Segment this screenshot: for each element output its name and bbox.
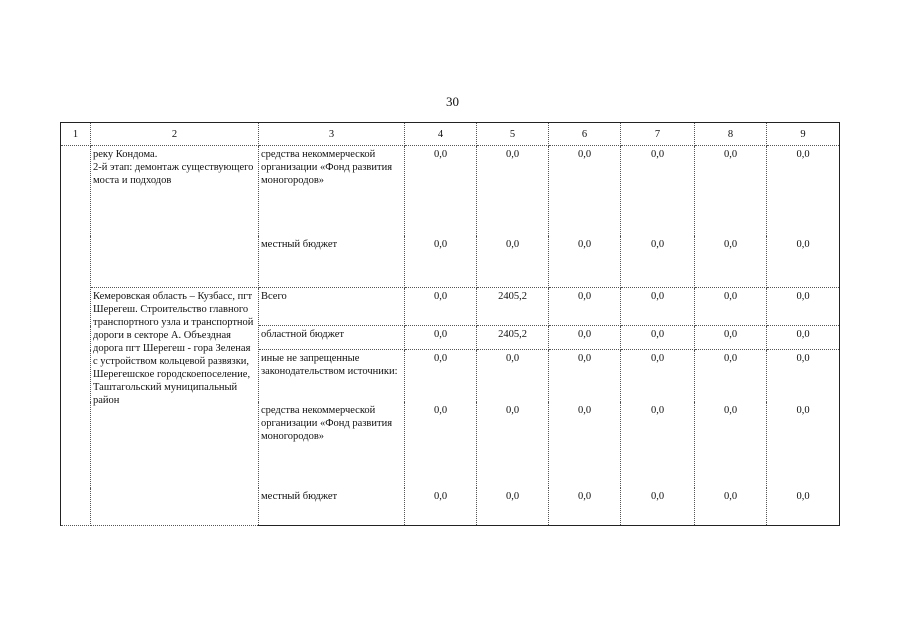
col-header-1: 1: [61, 123, 91, 146]
funding-source: местный бюджет: [259, 488, 405, 526]
funding-source: средства некоммерческой организации «Фонд развития моногородов»: [259, 146, 405, 236]
value-cell: 0,0: [767, 146, 840, 236]
value-cell: 0,0: [767, 402, 840, 488]
value-cell: 0,0: [549, 350, 621, 402]
value-cell: 0,0: [549, 236, 621, 288]
budget-table: [60, 122, 840, 526]
value-cell: 0,0: [621, 350, 695, 402]
value-cell: 0,0: [405, 488, 477, 526]
value-cell: 0,0: [621, 402, 695, 488]
col-header-9: 9: [767, 123, 840, 146]
value-cell: 0,0: [405, 288, 477, 326]
value-cell: 0,0: [477, 488, 549, 526]
value-cell: 0,0: [695, 350, 767, 402]
funding-source: Всего: [259, 288, 405, 326]
funding-source: средства некоммерческой организации «Фонд развития моногородов»: [259, 402, 405, 488]
value-cell: 0,0: [405, 146, 477, 236]
value-cell: 0,0: [549, 326, 621, 350]
object-description: Кемеровская область – Кузбасс, пгт Шерегеш. Строительство главного транспортного узла и транспортной дороги в секторе А. Объездная дорога пгт Шерегеш - гора Зеленая с устройством кольцевой развязки, Шерегешское городскоепоселение, Таштагольский муниципальный район: [91, 288, 259, 526]
value-cell: 0,0: [621, 488, 695, 526]
col-header-6: 6: [549, 123, 621, 146]
value-cell: 0,0: [695, 488, 767, 526]
value-cell: 0,0: [549, 488, 621, 526]
page-number: 30: [446, 94, 459, 109]
value-cell: 0,0: [621, 326, 695, 350]
value-cell: 0,0: [695, 236, 767, 288]
value-cell: 0,0: [695, 288, 767, 326]
col-header-5: 5: [477, 123, 549, 146]
value-cell: 0,0: [477, 350, 549, 402]
value-cell: 0,0: [477, 236, 549, 288]
col-header-4: 4: [405, 123, 477, 146]
value-cell: 0,0: [767, 288, 840, 326]
funding-source: иные не запрещенные законодательством источники:: [259, 350, 405, 402]
value-cell: 0,0: [621, 288, 695, 326]
row-index-cell: [61, 146, 91, 526]
value-cell: 0,0: [405, 350, 477, 402]
table-row: [61, 288, 840, 326]
value-cell: 0,0: [405, 402, 477, 488]
object-description: реку Кондома. 2-й этап: демонтаж существующего моста и подходов: [91, 146, 259, 288]
value-cell: 0,0: [621, 146, 695, 236]
value-cell: 0,0: [549, 288, 621, 326]
funding-source: местный бюджет: [259, 236, 405, 288]
value-cell: 0,0: [767, 488, 840, 526]
value-cell: 2405,2: [477, 288, 549, 326]
value-cell: 0,0: [621, 236, 695, 288]
value-cell: 0,0: [405, 236, 477, 288]
value-cell: 0,0: [549, 402, 621, 488]
value-cell: 0,0: [405, 326, 477, 350]
value-cell: 0,0: [767, 236, 840, 288]
value-cell: 0,0: [695, 146, 767, 236]
value-cell: 0,0: [695, 326, 767, 350]
col-header-3: 3: [259, 123, 405, 146]
header-row: [61, 123, 840, 146]
value-cell: 2405,2: [477, 326, 549, 350]
value-cell: 0,0: [549, 146, 621, 236]
value-cell: 0,0: [767, 350, 840, 402]
col-header-2: 2: [91, 123, 259, 146]
value-cell: 0,0: [695, 402, 767, 488]
funding-source: областной бюджет: [259, 326, 405, 350]
col-header-7: 7: [621, 123, 695, 146]
table-row: [61, 146, 840, 236]
value-cell: 0,0: [477, 402, 549, 488]
value-cell: 0,0: [767, 326, 840, 350]
value-cell: 0,0: [477, 146, 549, 236]
col-header-8: 8: [695, 123, 767, 146]
